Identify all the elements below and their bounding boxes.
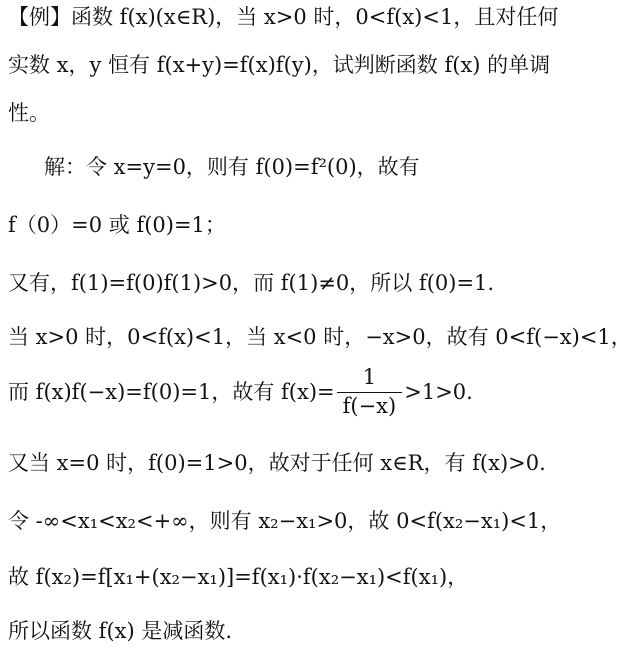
fraction-numerator: 1	[362, 365, 377, 390]
solution-line-8: 故 f(x₂)=f[x₁+(x₂−x₁)]=f(x₁)·f(x₂−x₁)<f(x₁)，	[8, 565, 469, 589]
problem-line-3: 性。	[8, 101, 50, 125]
solution-line-2: f（0）=0 或 f(0)=1；	[8, 213, 226, 237]
fraction-denominator: f(−x)	[337, 392, 403, 420]
solution-line-6: 又当 x=0 时，f(0)=1>0，故对于任何 x∈R，有 f(x)>0.	[8, 451, 546, 475]
fraction	[337, 364, 403, 420]
equation-prefix: 而 f(x)f(−x)=f(0)=1，故有 f(x)=	[8, 380, 335, 404]
solution-line-1: 解：令 x=y=0，则有 f(0)=f²(0)，故有	[44, 155, 420, 179]
equation-suffix: >1>0.	[404, 380, 473, 404]
solution-line-4: 当 x>0 时，0<f(x)<1，当 x<0 时，−x>0，故有 0<f(−x)<1，	[8, 325, 632, 349]
solution-line-3: 又有，f(1)=f(0)f(1)>0，而 f(1)≠0，所以 f(0)=1.	[8, 271, 495, 295]
solution-line-5	[8, 362, 636, 422]
problem-line-2: 实数 x，y 恒有 f(x+y)=f(x)f(y)，试判断函数 f(x) 的单调	[8, 53, 551, 77]
problem-line-1: 【例】函数 f(x)(x∈R)，当 x>0 时，0<f(x)<1，且对任何	[8, 5, 559, 29]
solution-line-7: 令 -∞<x₁<x₂<+∞，则有 x₂−x₁>0，故 0<f(x₂−x₁)<1，	[8, 509, 562, 533]
solution-line-9: 所以函数 f(x) 是减函数.	[8, 619, 233, 643]
